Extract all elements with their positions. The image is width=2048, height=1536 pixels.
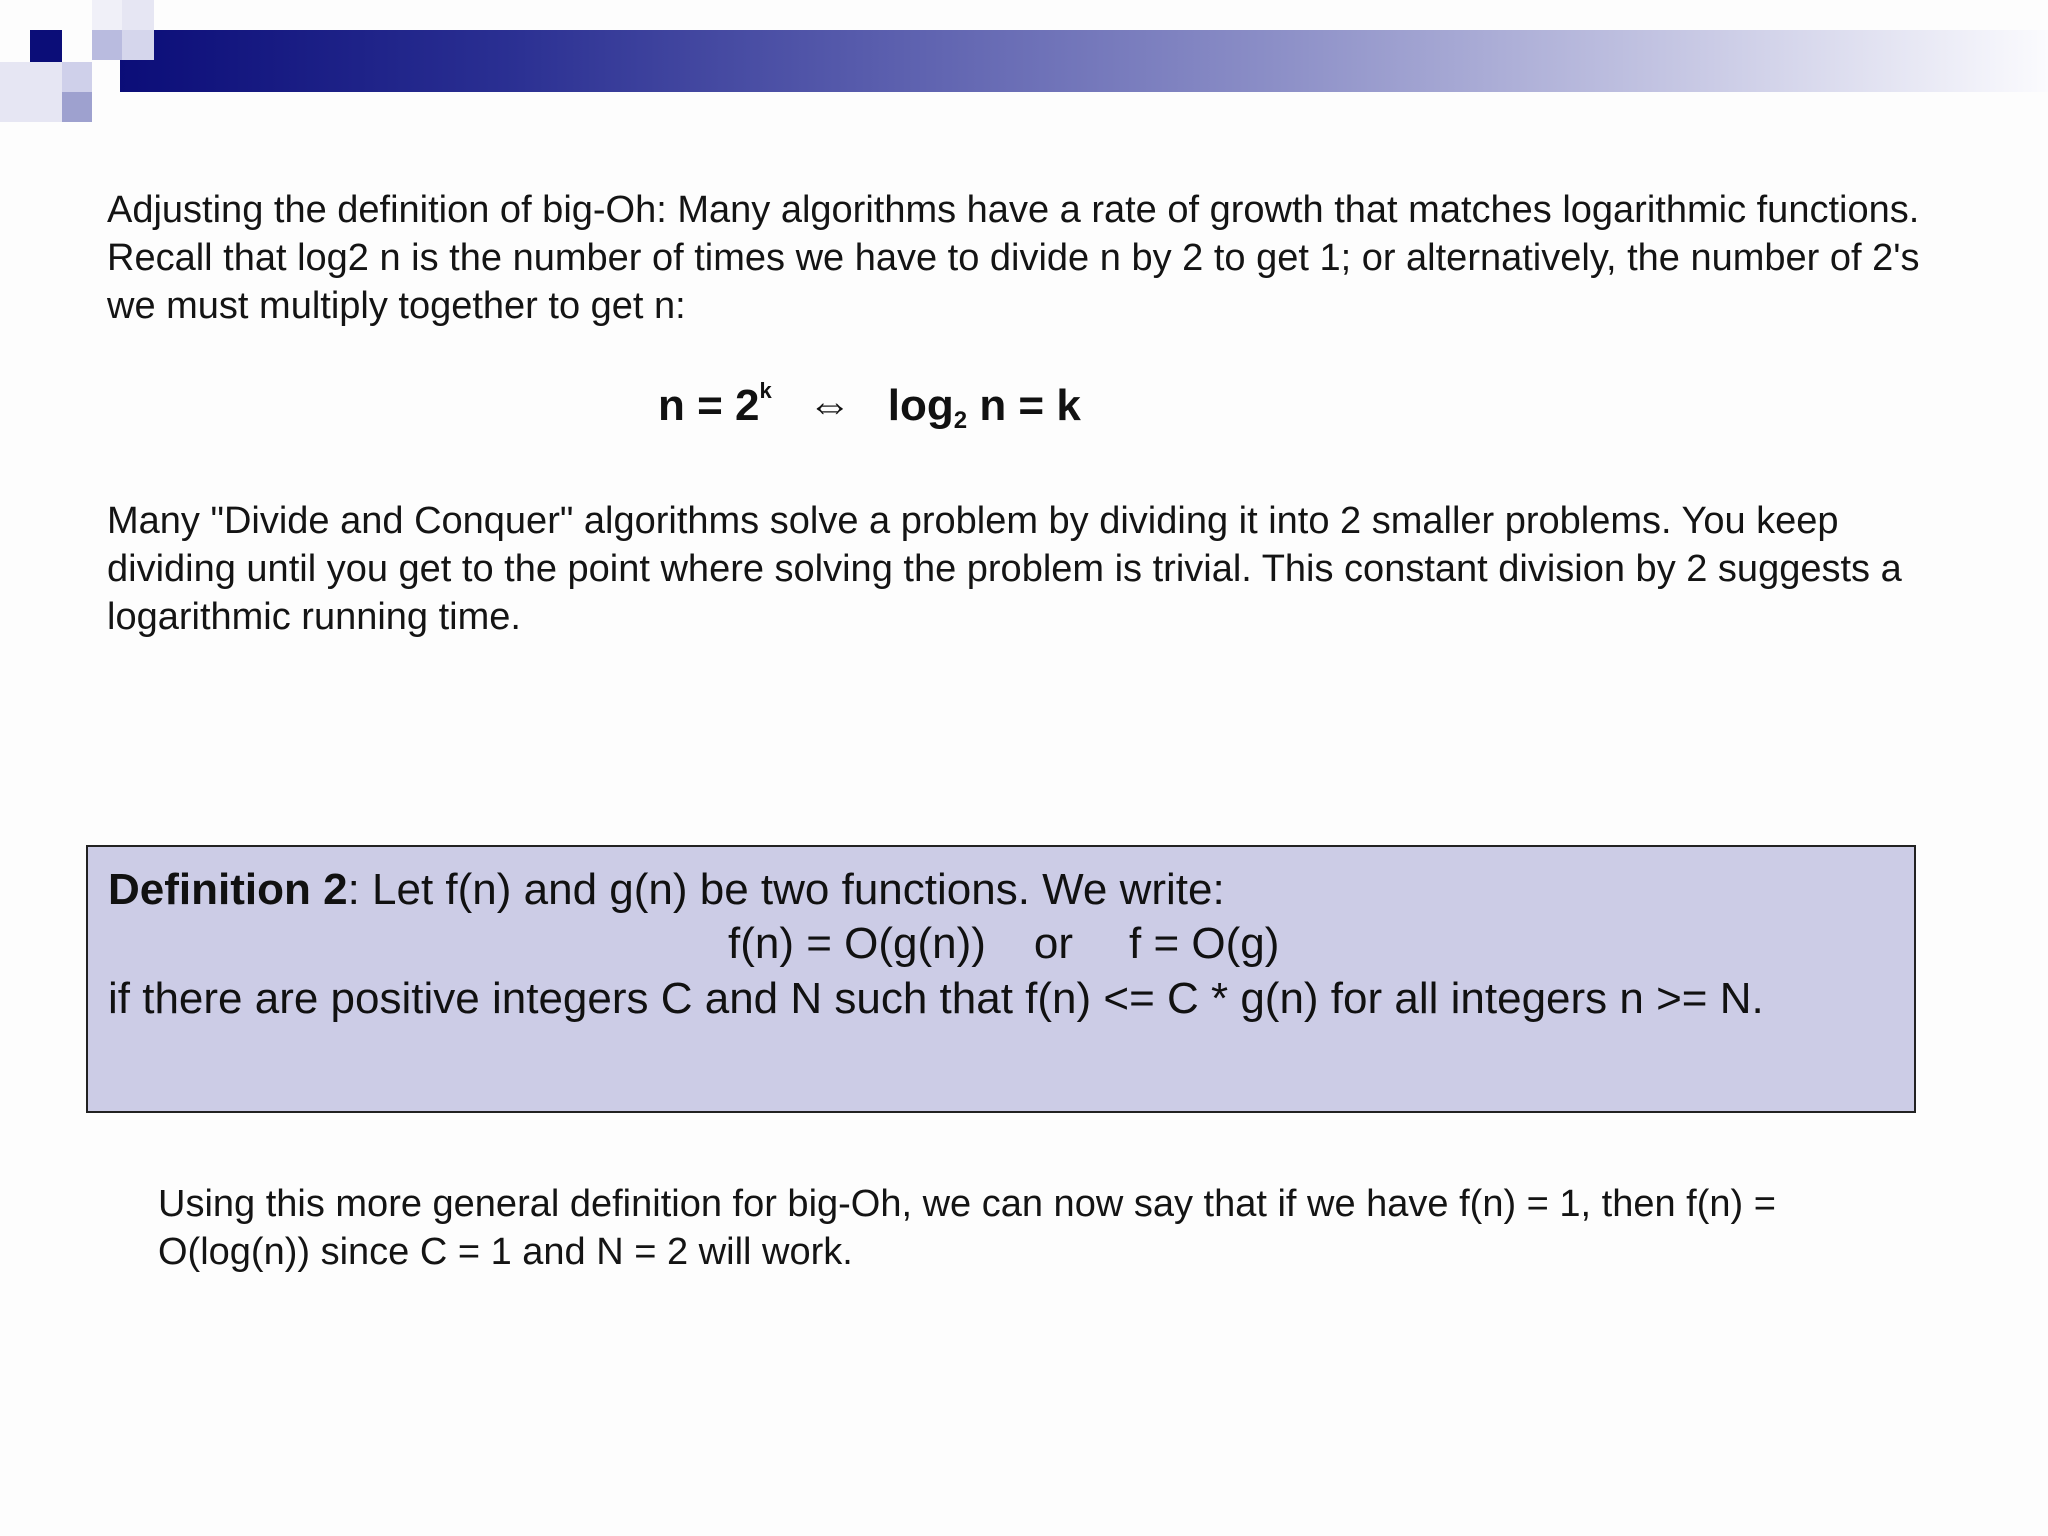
equation-left-base: n = 2: [658, 381, 760, 430]
equation-log-base: 2: [953, 407, 968, 434]
divide-conquer-paragraph: Many "Divide and Conquer" algorithms solve a problem by dividing it into 2 smaller problems. You keep dividing until you get to the point where solving the problem is trivial. This constant division by 2 suggests a logarithmic running time.: [107, 500, 1902, 638]
decorative-square: [62, 62, 92, 92]
formula-or: or: [1033, 919, 1074, 968]
equivalence-arrow: ⇔: [807, 381, 852, 430]
definition-condition: if there are positive integers C and N such that f(n) <= C * g(n) for all integers n >= N.: [108, 974, 1764, 1023]
definition-title: Definition 2: [108, 865, 348, 914]
log-equation: [658, 378, 1081, 435]
decorative-square: [92, 0, 122, 30]
definition-formula-line: [728, 919, 1279, 969]
formula-a: f(n) = O(g(n)): [728, 919, 986, 968]
formula-b: f = O(g): [1129, 919, 1280, 968]
conclusion-paragraph: Using this more general definition for big-Oh, we can now say that if we have f(n) = 1, then f(n) = O(log(n)) since C = 1 and N = 2 will work.: [158, 1183, 1776, 1273]
decorative-square: [92, 30, 122, 60]
decorative-square: [122, 0, 154, 30]
header-gradient-bar: [120, 30, 2048, 92]
definition-box: [86, 845, 1916, 1113]
equation-exponent: k: [759, 378, 772, 403]
decorative-square: [30, 30, 62, 62]
equation-log: log: [887, 381, 954, 430]
definition-intro: : Let f(n) and g(n) be two functions. We write:: [347, 865, 1225, 914]
decorative-square: [0, 62, 62, 122]
decorative-square: [62, 92, 92, 122]
intro-paragraph: Adjusting the definition of big-Oh: Many algorithms have a rate of growth that matches logarithmic functions. Recall that log2 n is the number of times we have to divide n by 2 to get 1; or alternatively, the number of 2's we must multiply together to get n:: [107, 189, 1920, 327]
decorative-square: [122, 30, 154, 60]
definition-intro-line: [108, 865, 1225, 915]
equation-right-rest: n = k: [967, 381, 1081, 430]
